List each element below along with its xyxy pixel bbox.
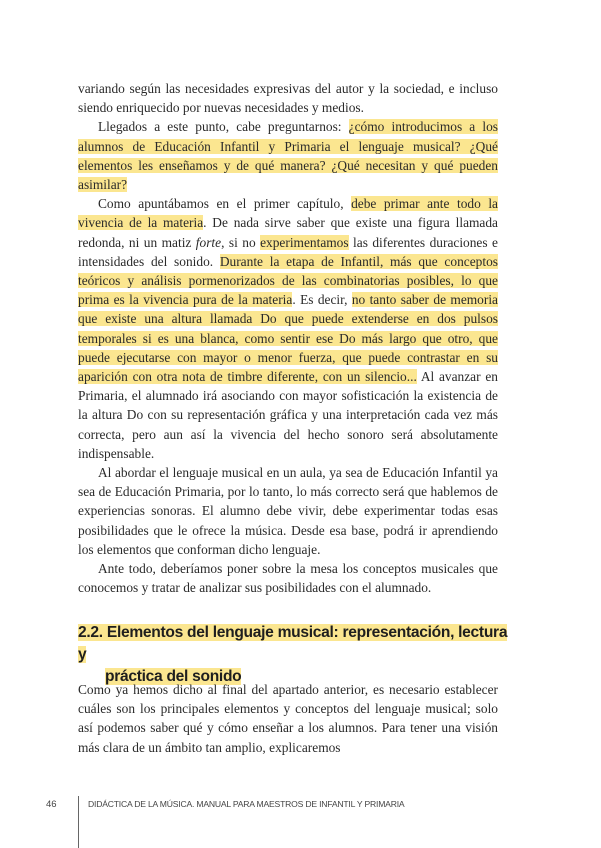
paragraph-6-text: Como ya hemos dicho al final del apartado anterior, es necesario establecer cuáles son los principales elementos y conceptos del lenguaje musical; solo así podemos saber qué y cómo enseñar a los alumnos. Para tener una visión más clara de un ámbito tan amplio, explicaremos <box>78 682 498 755</box>
highlight-do: no tanto saber de memoria que existe una altura llamada Do que puede extenderse en dos pulsos temporales si es una blanca, como sentir ese Do más largo que otro, que puede ejecutarse con mayor o menor fuerza, que puede contrastar en su aparición con otra nota de timbre diferente, con un silencio... <box>78 292 498 385</box>
paragraph-3-text-d: las diferentes duraciones e intensidades del sonido. <box>78 234 498 269</box>
paragraph-3-text-a: Como apuntábamos en el primer capítulo, <box>98 196 352 212</box>
section-heading-line-1: 2.2. Elementos del lenguaje musical: representación, lectura y <box>78 624 508 663</box>
body-text-upper <box>78 79 498 597</box>
footer-divider <box>78 796 79 848</box>
paragraph-2 <box>78 117 498 194</box>
paragraph-6 <box>78 680 498 757</box>
highlight-experimentamos: experimentamos <box>260 234 349 250</box>
highlight-question: ¿cómo introducimos a los alumnos de Educación Infantil y Primaria el lenguaje musical? ¿Qué elementos les enseñamos y de qué manera? ¿Qué necesitan y qué pueden asimilar? <box>78 119 498 193</box>
paragraph-2-text: Llegados a este punto, cabe preguntarnos: <box>98 119 349 135</box>
book-title: DIDÁCTICA DE LA MÚSICA. MANUAL PARA MAESTROS DE INFANTIL Y PRIMARIA <box>88 799 405 809</box>
paragraph-1 <box>78 79 498 117</box>
paragraph-3-text-c: , si no <box>221 234 261 250</box>
page-footer <box>0 796 601 848</box>
paragraph-3-text-b: . De nada sirve saber que existe una figura llamada redonda, ni un matiz <box>78 215 499 250</box>
paragraph-5-text: Ante todo, deberíamos poner sobre la mesa los conceptos musicales que conocemos y tratar de analizar sus posibilidades con el alumnado. <box>78 561 498 596</box>
highlight-infantil: Durante la etapa de Infantil, más que conceptos teóricos y análisis pormenorizados de las combinatorias posibles, lo que prima es la vivencia pura de la materia <box>78 253 498 308</box>
page-number: 46 <box>46 799 57 810</box>
section-heading <box>78 622 508 688</box>
section-heading-line-2: práctica del sonido <box>105 668 242 685</box>
paragraph-3-text-e: . Es decir, <box>292 292 352 308</box>
forte-term: forte <box>195 234 222 250</box>
paragraph-3-text-f: Al avanzar en Primaria, el alumnado irá asociando con mayor sofisticación la existencia de la altura Do con su representación gráfica y una interpretación cada vez más correcta, pero aun así la vivencia del hecho sonoro será absolutamente indispensable. <box>78 369 498 461</box>
paragraph-3 <box>78 194 498 463</box>
body-text-lower <box>78 680 498 757</box>
highlight-vivencia: debe primar ante todo la vivencia de la materia <box>78 196 498 231</box>
paragraph-4-text: Al abordar el lenguaje musical en un aula, ya sea de Educación Infantil ya sea de Educación Primaria, por lo tanto, lo más correcto será que hablemos de experiencias sonoras. El alumno debe vivir, debe experimentar todas esas posibilidades que le ofrece la música. Desde esa base, podrá ir aprendiendo los elementos que conforman dicho lenguaje. <box>78 465 498 557</box>
paragraph-5 <box>78 559 498 597</box>
paragraph-4 <box>78 463 498 559</box>
paragraph-1-text: variando según las necesidades expresivas del autor y la sociedad, e incluso siendo enriquecido por nuevas necesidades y medios. <box>78 81 498 116</box>
